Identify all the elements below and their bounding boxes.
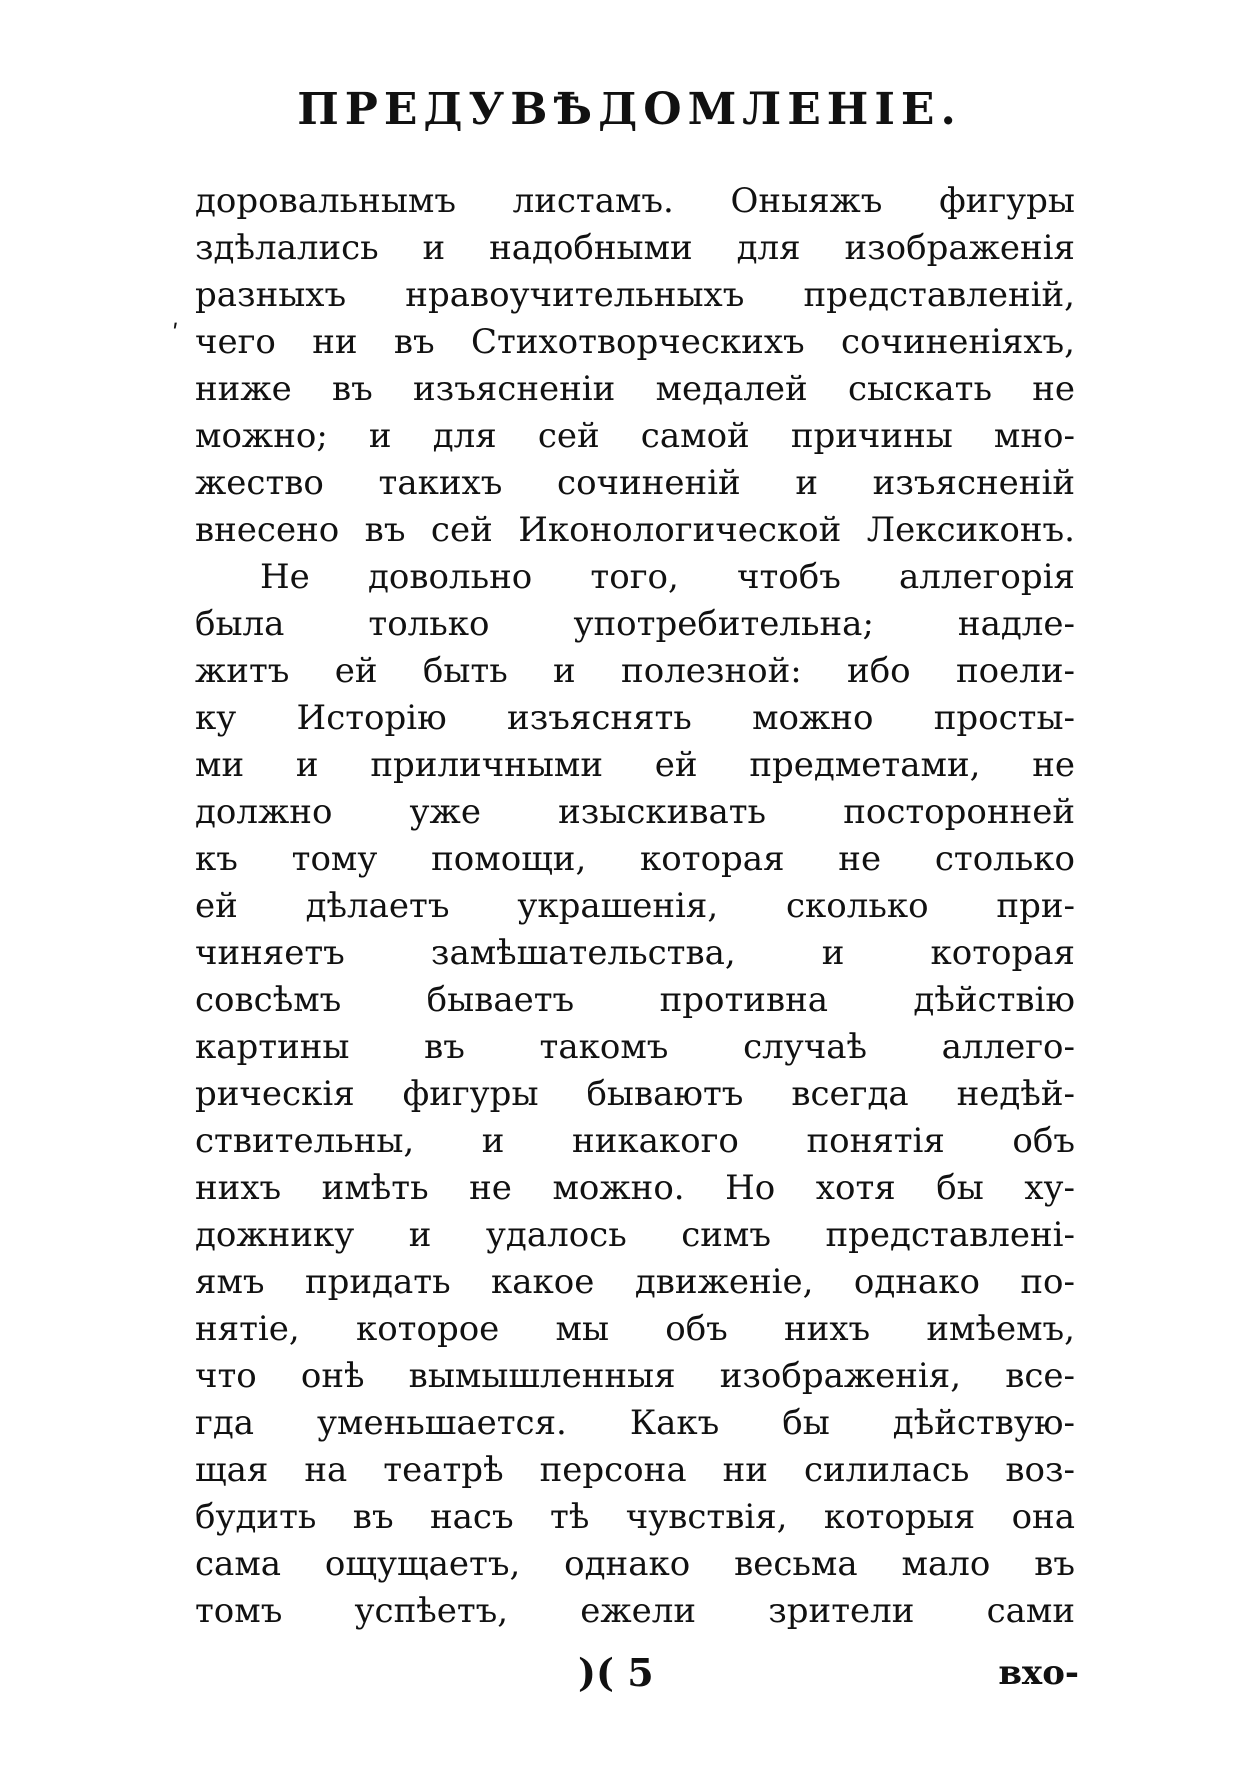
paragraph — [195, 554, 1075, 1635]
running-head: ПРЕДУВѢДОМЛЕНІЕ. — [297, 84, 962, 135]
body-text — [195, 178, 1075, 1635]
text-line: доровальнымъ листамъ. Оныяжъ фигуры — [195, 181, 1075, 221]
text-line: ей дѣлаетъ украшенія, сколько при- — [195, 886, 1075, 926]
text-line: должно уже изыскивать посторонней — [195, 792, 1075, 832]
text-line: нихъ имѣть не можно. Но хотя бы ху- — [195, 1168, 1075, 1208]
text-line: ямъ придать какое движеніе, однако по- — [195, 1262, 1075, 1302]
text-line: томъ успѣетъ, ежели зрители сами — [195, 1591, 1075, 1631]
catchword: вхо- — [998, 1653, 1079, 1693]
page-footer — [0, 1648, 1259, 1698]
margin-mark: ʹ — [172, 320, 179, 348]
text-line: здѣлались и надобными для изображенія — [195, 228, 1075, 268]
text-line: картины въ такомъ случаѣ аллего- — [195, 1027, 1075, 1067]
text-line: гда уменьшается. Какъ бы дѣйствую- — [195, 1403, 1075, 1443]
text-line: къ тому помощи, которая не столько — [195, 839, 1075, 879]
text-line: сама ощущаетъ, однако весьма мало въ — [195, 1544, 1075, 1584]
text-line: щая на театрѣ персона ни силилась воз- — [195, 1450, 1075, 1490]
text-line: Не довольно того, чтобъ аллегорія — [260, 557, 1075, 597]
text-line: будить въ насъ тѣ чувствія, которыя она — [195, 1497, 1075, 1537]
text-line: была только употребительна; надле- — [195, 604, 1075, 644]
text-line: ниже въ изъясненіи медалей сыскать не — [195, 369, 1075, 409]
text-line: нятіе, которое мы объ нихъ имѣемъ, — [195, 1309, 1075, 1349]
text-line: совсѣмъ бываетъ противна дѣйствію — [195, 980, 1075, 1020]
signature-mark: )( 5 — [578, 1650, 654, 1695]
text-line: дожнику и удалось симъ представлені- — [195, 1215, 1075, 1255]
text-line: рическія фигуры бываютъ всегда недѣй- — [195, 1074, 1075, 1114]
text-line: можно; и для сей самой причины мно- — [195, 416, 1075, 456]
text-line: житъ ей быть и полезной: ибо поели- — [195, 651, 1075, 691]
text-line: разныхъ нравоучительныхъ представленій, — [195, 275, 1075, 315]
text-line: ствительны, и никакого понятія объ — [195, 1121, 1075, 1161]
text-line: жество такихъ сочиненій и изъясненій — [195, 463, 1075, 503]
text-line: ми и приличными ей предметами, не — [195, 745, 1075, 785]
text-line: внесено въ сей Иконологической Лексиконъ. — [195, 510, 1075, 550]
paragraph — [195, 178, 1075, 554]
text-line: чиняетъ замѣшательства, и которая — [195, 933, 1075, 973]
text-line: чего ни въ Стихотворческихъ сочиненіяхъ, — [195, 322, 1075, 362]
text-line: что онѣ вымышленныя изображенія, все- — [195, 1356, 1075, 1396]
text-line: ку Исторію изъяснять можно просты- — [195, 698, 1075, 738]
